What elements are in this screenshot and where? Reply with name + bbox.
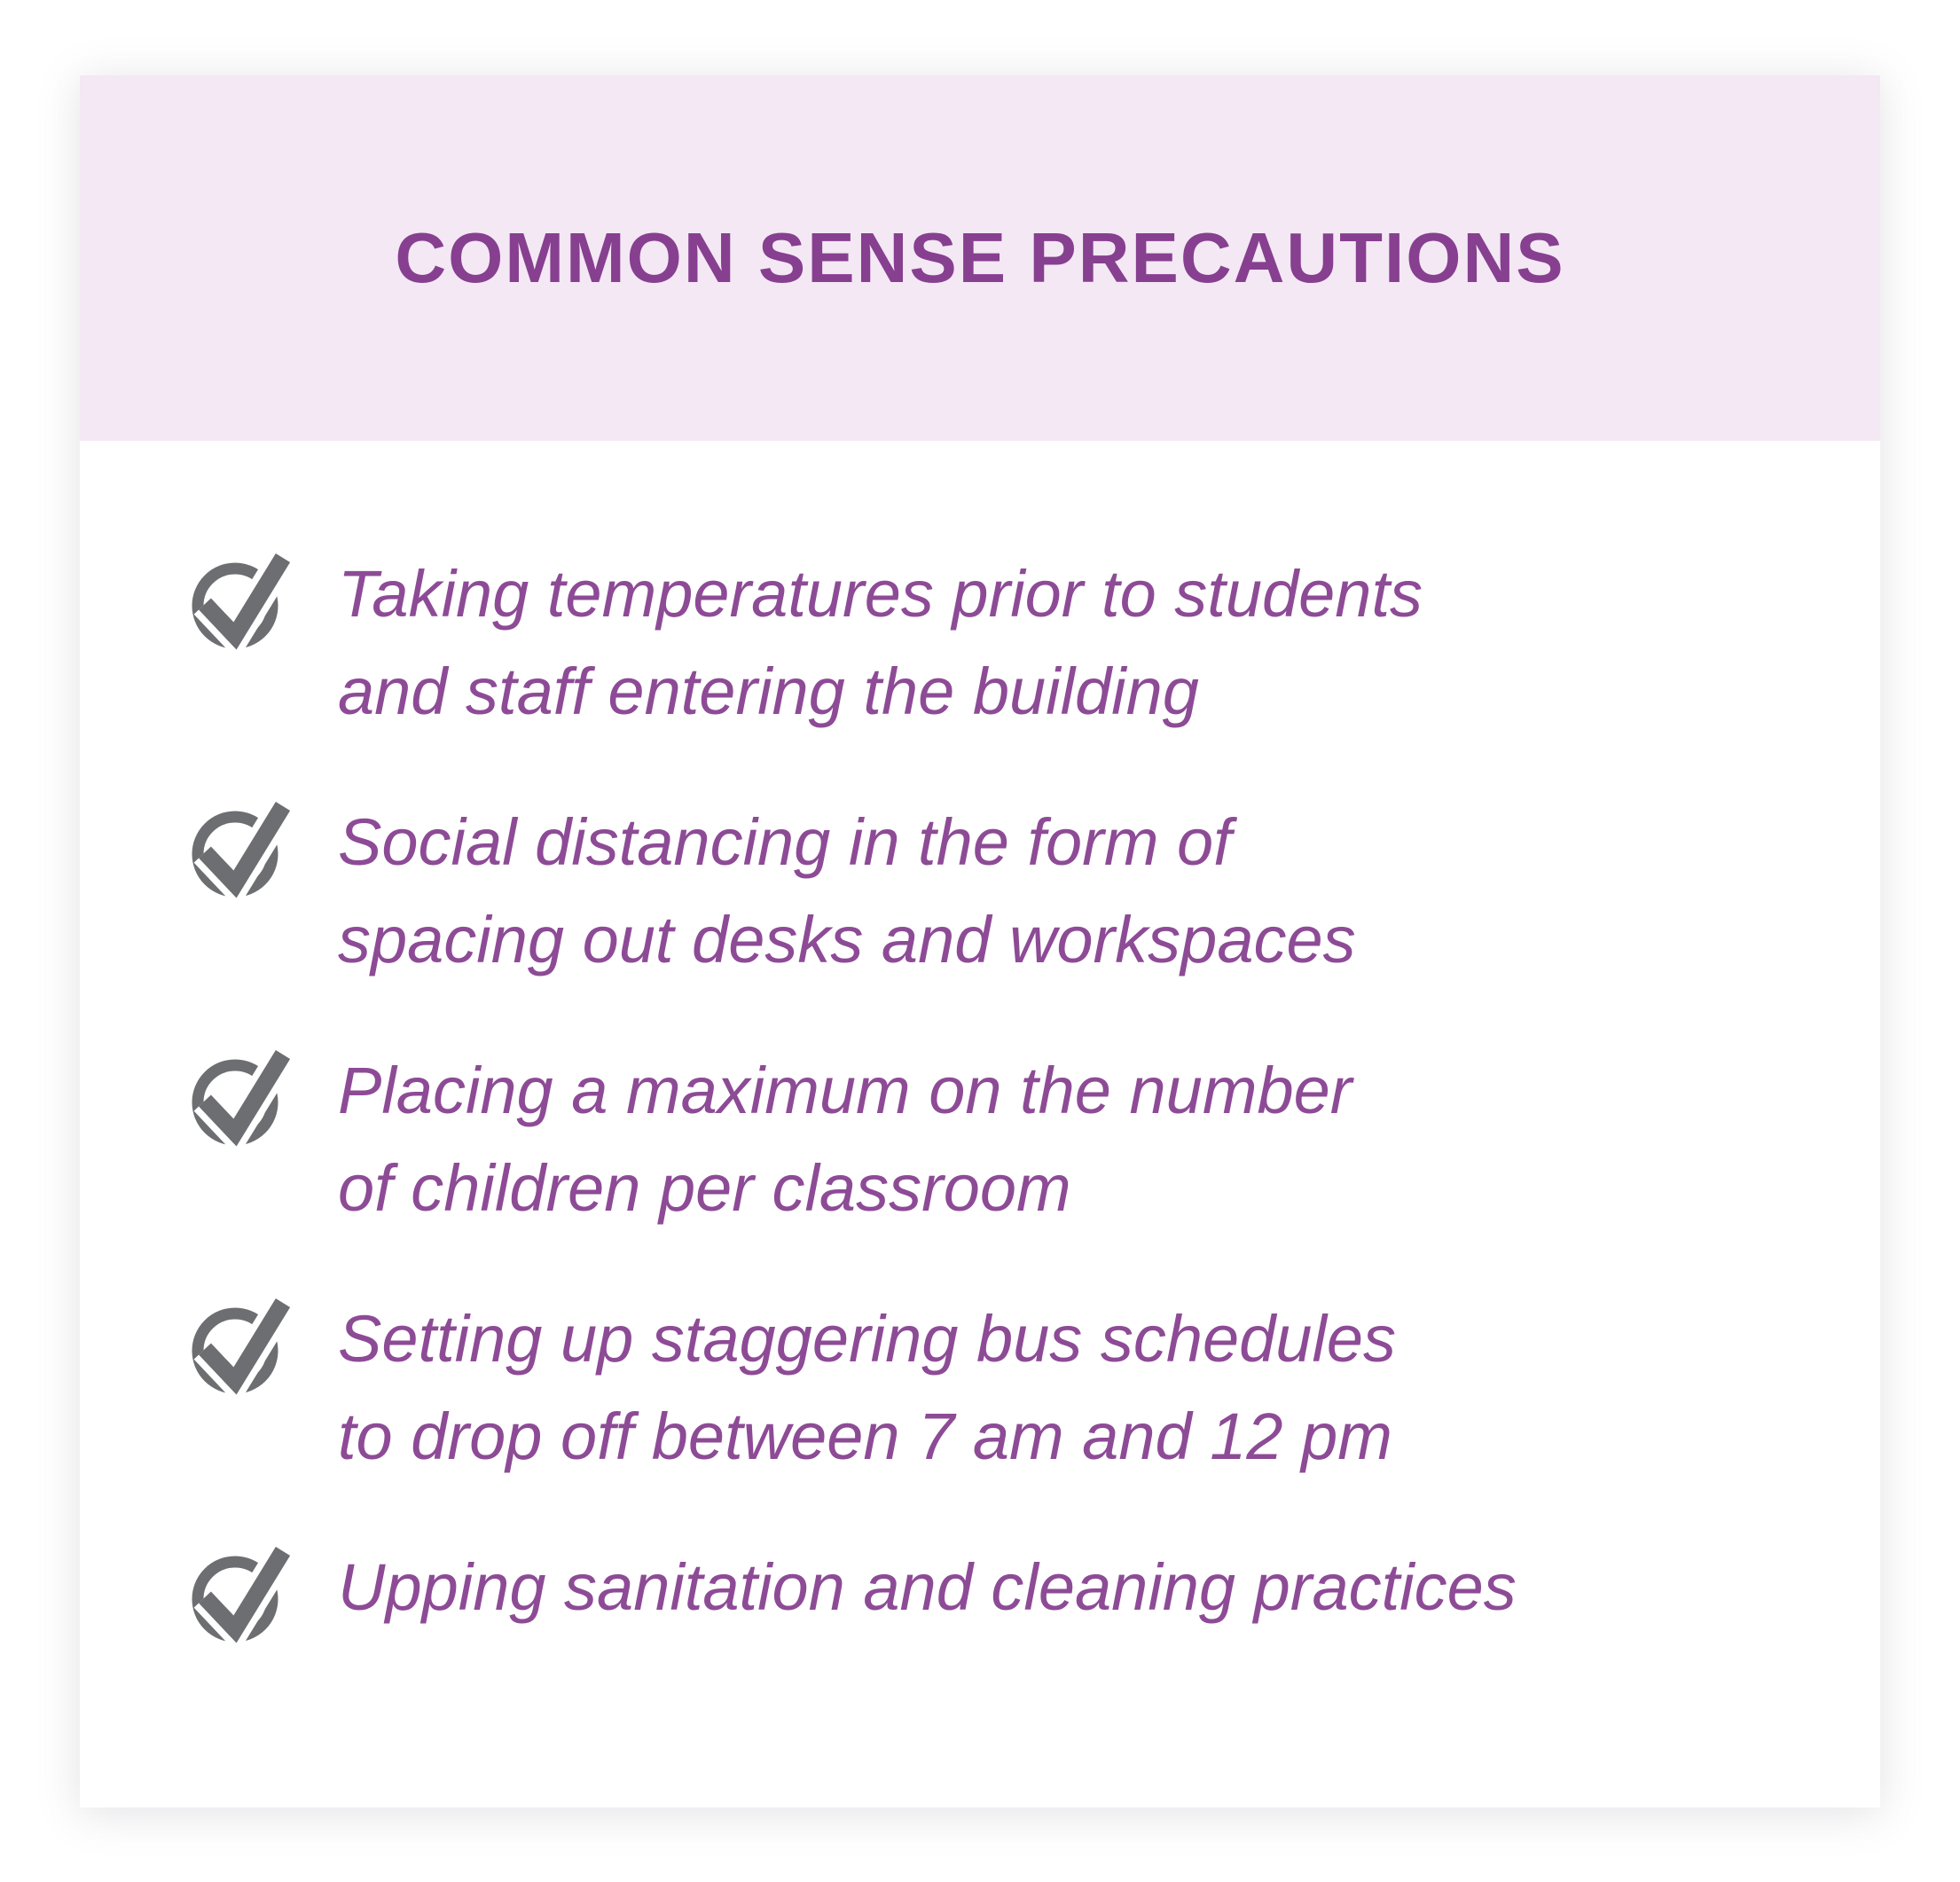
- list-item-line: spacing out desks and workspaces: [338, 903, 1356, 976]
- check-circle-icon: [191, 1044, 295, 1149]
- page-title: COMMON SENSE PRECAUTIONS: [395, 218, 1565, 297]
- list-item: [191, 1539, 1827, 1645]
- check-circle-icon: [191, 1292, 295, 1397]
- list-item-text: [338, 1042, 1352, 1237]
- list-item-line: and staff entering the building: [338, 655, 1199, 728]
- list-item-line: Taking temperatures prior to students: [338, 557, 1423, 631]
- list-item: [191, 794, 1827, 989]
- precautions-card: [80, 75, 1880, 1808]
- check-circle-icon: [191, 796, 295, 900]
- check-circle-icon: [191, 547, 295, 652]
- card-header: [80, 75, 1880, 441]
- list-item-text: [338, 1539, 1517, 1636]
- list-item: [191, 1042, 1827, 1237]
- list-item: [191, 545, 1827, 741]
- list-item-line: Social distancing in the form of: [338, 805, 1232, 879]
- list-item-line: Upping sanitation and cleaning practices: [338, 1550, 1517, 1624]
- list-item-line: of children per classroom: [338, 1151, 1071, 1225]
- list-item: [191, 1290, 1827, 1486]
- list-item-text: [338, 545, 1423, 741]
- list-item-text: [338, 1290, 1396, 1486]
- list-item-text: [338, 794, 1356, 989]
- list-item-line: Setting up staggering bus schedules: [338, 1302, 1397, 1376]
- list-item-line: Placing a maximum on the number: [338, 1054, 1352, 1127]
- list-item-line: to drop off between 7 am and 12 pm: [338, 1400, 1392, 1473]
- check-circle-icon: [191, 1541, 295, 1645]
- precautions-checklist: [80, 441, 1880, 1645]
